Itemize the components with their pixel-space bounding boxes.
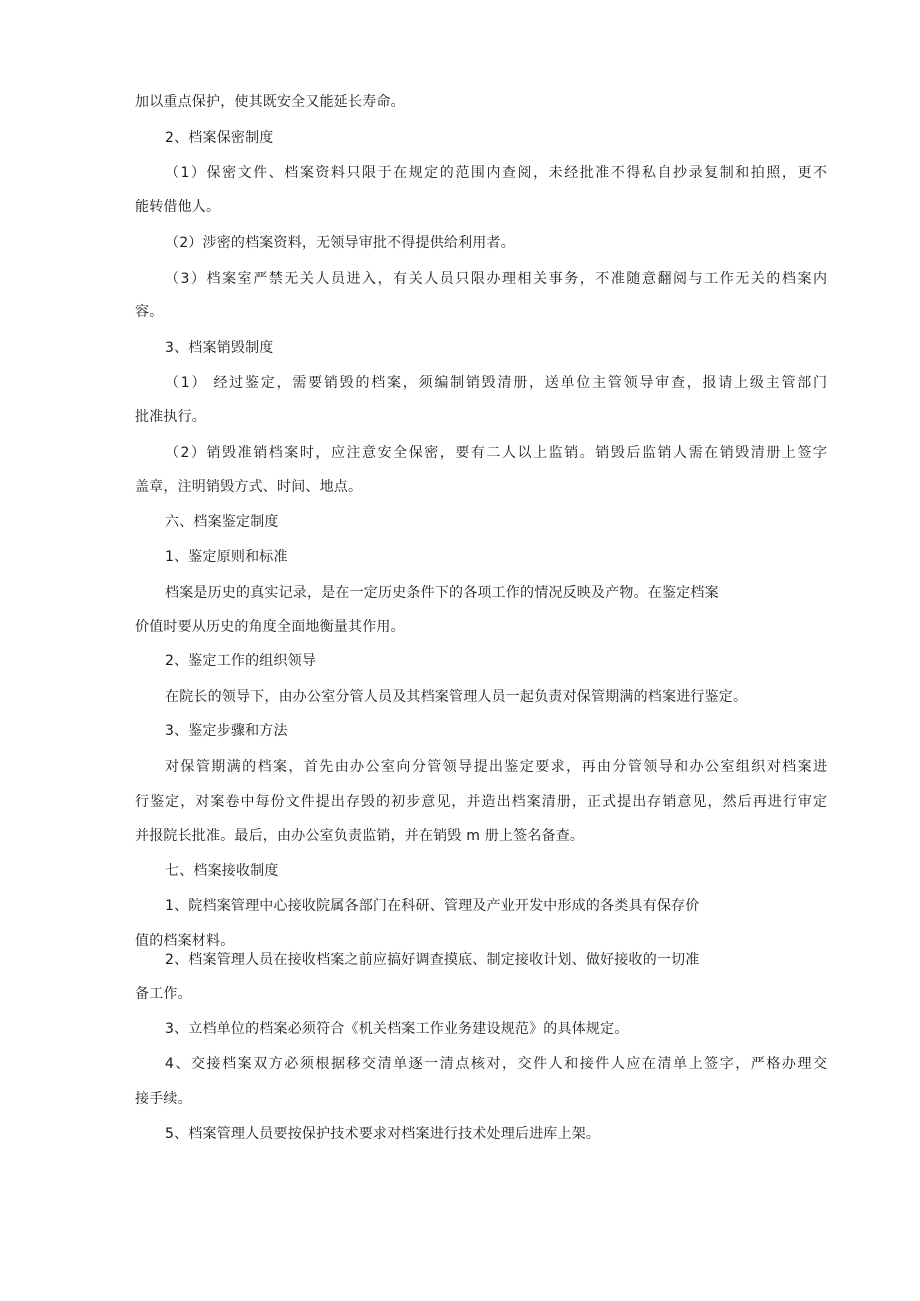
text-line-20: 对保管期满的档案，首先由办公室向分管领导提出鉴定要求，再由分管领导和办公室组织对档案进 [165,759,827,775]
text-line-5: （2）涉密的档案资料，无领导审批不得提供给利用者。 [165,235,515,251]
section-heading-steps: 3、鉴定步骤和方法 [165,723,288,739]
text-line-16: 价值时要从历史的角度全面地衡量其作用。 [135,619,405,635]
text-line-21: 行鉴定，对案卷中每份文件提出存毁的初步意见，并造出档案清册，正式提出存销意见，然后再进行审定 [135,794,827,810]
text-line-12: 盖章，注明销毁方式、时间、地点。 [135,479,363,495]
section-heading-confidentiality: 2、档案保密制度 [165,130,274,146]
text-line-18: 在院长的领导下，由办公室分管人员及其档案管理人员一起负责对保管期满的档案进行鉴定。 [165,689,748,705]
text-line-7: 容。 [135,304,164,320]
text-line-26: 2、档案管理人员在接收档案之前应搞好调查摸底、制定接收计划、做好接收的一切准 [165,952,700,968]
text-line-24: 1、院档案管理中心接收院属各部门在科研、管理及产业开发中形成的各类具有保存价 [165,898,700,914]
text-line-29: 4、交接档案双方必须根据移交清单逐一清点核对，交件人和接件人应在清单上签字，严格办理交 [165,1056,827,1072]
text-line-31: 5、档案管理人员要按保护技术要求对档案进行技术处理后进库上架。 [165,1126,601,1142]
text-line-3: （1）保密文件、档案资料只限于在规定的范围内查阅，未经批准不得私自抄录复制和拍照，更不 [165,165,827,181]
chapter-heading-receiving: 七、档案接收制度 [165,863,279,879]
text-line-6: （3）档案室严禁无关人员进入，有关人员只限办理相关事务，不准随意翻阅与工作无关的档案内 [165,271,827,287]
text-line-9: （1） 经过鉴定，需要销毁的档案，须编制销毁清册，送单位主管领导审查，报请上级主管部门 [165,375,827,391]
text-line-15: 档案是历史的真实记录，是在一定历史条件下的各项工作的情况反映及产物。在鉴定档案 [165,585,719,601]
section-heading-principles: 1、鉴定原则和标准 [165,549,288,565]
text-line-10: 批准执行。 [135,409,206,425]
text-line-28: 3、立档单位的档案必须符合《机关档案工作业务建设规范》的具体规定。 [165,1021,629,1037]
text-line-27: 备工作。 [135,986,192,1002]
text-line-4: 能转借他人。 [135,199,221,215]
text-line-11: （2）销毁准销档案时，应注意安全保密，要有二人以上监销。销毁后监销人需在销毁清册上签字 [165,445,827,461]
section-heading-destruction: 3、档案销毁制度 [165,340,274,356]
text-line-30: 接手续。 [135,1091,192,1107]
chapter-heading-appraisal: 六、档案鉴定制度 [165,514,279,530]
text-line-22: 并报院长批准。最后，由办公室负责监销，并在销毁 m 册上签名备查。 [135,828,585,844]
section-heading-organization: 2、鉴定工作的组织领导 [165,653,317,669]
text-line-25: 值的档案材料。 [135,933,235,949]
text-line-1: 加以重点保护，使其既安全又能延长寿命。 [135,94,405,110]
